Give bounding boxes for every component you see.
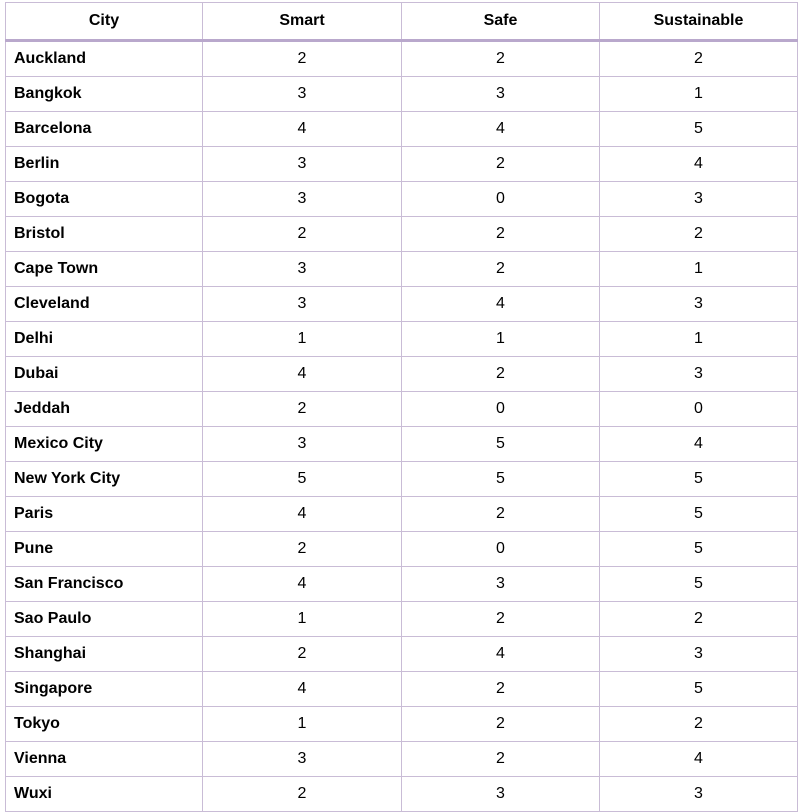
cell-safe: 3: [402, 77, 600, 112]
cell-safe: 2: [402, 357, 600, 392]
table-row: [6, 147, 798, 182]
cell-smart: 4: [203, 357, 402, 392]
cell-sustainable: 3: [600, 637, 798, 672]
table-row: [6, 637, 798, 672]
cell-safe: 3: [402, 567, 600, 602]
cell-safe: 4: [402, 112, 600, 147]
table-row: [6, 357, 798, 392]
cell-sustainable: 5: [600, 567, 798, 602]
cell-sustainable: 2: [600, 41, 798, 77]
cell-smart: 5: [203, 462, 402, 497]
cell-safe: 5: [402, 427, 600, 462]
cell-city: Mexico City: [6, 427, 203, 462]
table-row: [6, 532, 798, 567]
cell-sustainable: 1: [600, 252, 798, 287]
cell-sustainable: 3: [600, 777, 798, 812]
cell-safe: 0: [402, 532, 600, 567]
cell-safe: 2: [402, 742, 600, 777]
cell-smart: 3: [203, 252, 402, 287]
header-row: [6, 3, 798, 41]
table-row: [6, 567, 798, 602]
cell-sustainable: 5: [600, 532, 798, 567]
cell-safe: 2: [402, 672, 600, 707]
cell-smart: 4: [203, 567, 402, 602]
cell-city: Shanghai: [6, 637, 203, 672]
column-header-smart: Smart: [203, 3, 402, 41]
cell-city: Tokyo: [6, 707, 203, 742]
cell-safe: 2: [402, 217, 600, 252]
cell-sustainable: 0: [600, 392, 798, 427]
cell-smart: 3: [203, 287, 402, 322]
cell-city: Wuxi: [6, 777, 203, 812]
table-row: [6, 392, 798, 427]
table-row: [6, 742, 798, 777]
cell-safe: 2: [402, 707, 600, 742]
cell-safe: 5: [402, 462, 600, 497]
cell-city: Cleveland: [6, 287, 203, 322]
cell-safe: 2: [402, 147, 600, 182]
cell-sustainable: 4: [600, 427, 798, 462]
cell-city: Vienna: [6, 742, 203, 777]
cell-sustainable: 5: [600, 497, 798, 532]
cell-smart: 2: [203, 41, 402, 77]
cell-safe: 2: [402, 252, 600, 287]
cell-smart: 1: [203, 707, 402, 742]
cell-sustainable: 2: [600, 707, 798, 742]
cell-city: Pune: [6, 532, 203, 567]
cell-smart: 2: [203, 637, 402, 672]
cell-sustainable: 5: [600, 672, 798, 707]
cell-city: Jeddah: [6, 392, 203, 427]
cell-safe: 2: [402, 41, 600, 77]
cell-smart: 3: [203, 182, 402, 217]
cell-smart: 3: [203, 77, 402, 112]
cell-city: Cape Town: [6, 252, 203, 287]
cell-sustainable: 5: [600, 112, 798, 147]
column-header-sustainable: Sustainable: [600, 3, 798, 41]
cell-city: Berlin: [6, 147, 203, 182]
cell-smart: 2: [203, 392, 402, 427]
cell-city: Barcelona: [6, 112, 203, 147]
cell-smart: 3: [203, 742, 402, 777]
cell-city: Paris: [6, 497, 203, 532]
cell-safe: 2: [402, 497, 600, 532]
table-row: [6, 707, 798, 742]
cell-sustainable: 3: [600, 182, 798, 217]
cell-sustainable: 3: [600, 357, 798, 392]
table-row: [6, 112, 798, 147]
cell-sustainable: 4: [600, 147, 798, 182]
table-row: [6, 427, 798, 462]
table-row: [6, 322, 798, 357]
table-row: [6, 777, 798, 812]
cell-sustainable: 3: [600, 287, 798, 322]
table-row: [6, 497, 798, 532]
cell-smart: 2: [203, 532, 402, 567]
table-row: [6, 462, 798, 497]
table-row: [6, 182, 798, 217]
cell-smart: 4: [203, 672, 402, 707]
cell-sustainable: 5: [600, 462, 798, 497]
table-row: [6, 287, 798, 322]
cell-sustainable: 2: [600, 602, 798, 637]
cell-safe: 3: [402, 777, 600, 812]
cell-sustainable: 2: [600, 217, 798, 252]
table-row: [6, 252, 798, 287]
cell-safe: 1: [402, 322, 600, 357]
cell-smart: 2: [203, 777, 402, 812]
table-row: [6, 41, 798, 77]
cell-safe: 4: [402, 637, 600, 672]
cell-smart: 1: [203, 602, 402, 637]
cell-city: San Francisco: [6, 567, 203, 602]
cell-safe: 0: [402, 392, 600, 427]
cell-city: Bogota: [6, 182, 203, 217]
cell-city: Delhi: [6, 322, 203, 357]
cell-city: Auckland: [6, 41, 203, 77]
cell-safe: 0: [402, 182, 600, 217]
table-body: [6, 41, 798, 812]
column-header-city: City: [6, 3, 203, 41]
cell-city: Bristol: [6, 217, 203, 252]
cell-city: Bangkok: [6, 77, 203, 112]
column-header-safe: Safe: [402, 3, 600, 41]
table-row: [6, 77, 798, 112]
table-row: [6, 602, 798, 637]
cell-city: Singapore: [6, 672, 203, 707]
cell-city: Dubai: [6, 357, 203, 392]
city-ratings-table: [5, 2, 798, 812]
cell-sustainable: 1: [600, 77, 798, 112]
cell-sustainable: 4: [600, 742, 798, 777]
cell-safe: 2: [402, 602, 600, 637]
cell-city: Sao Paulo: [6, 602, 203, 637]
cell-smart: 2: [203, 217, 402, 252]
cell-sustainable: 1: [600, 322, 798, 357]
cell-smart: 4: [203, 497, 402, 532]
cell-smart: 3: [203, 147, 402, 182]
cell-smart: 3: [203, 427, 402, 462]
cell-city: New York City: [6, 462, 203, 497]
cell-safe: 4: [402, 287, 600, 322]
table-row: [6, 672, 798, 707]
cell-smart: 4: [203, 112, 402, 147]
table-row: [6, 217, 798, 252]
cell-smart: 1: [203, 322, 402, 357]
